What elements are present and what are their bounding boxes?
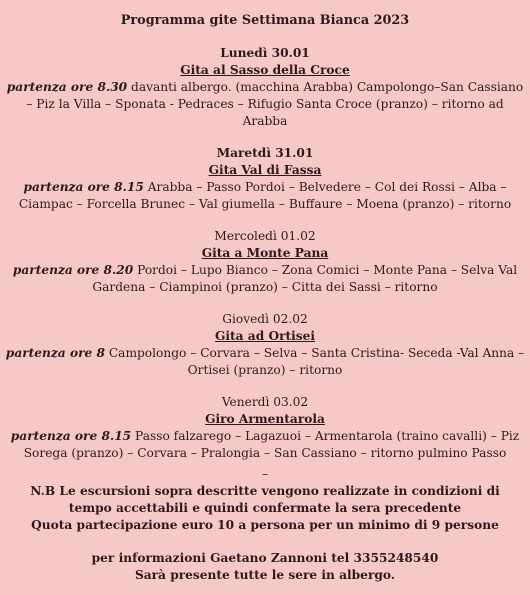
day-date: Venerdì 03.02: [221, 395, 309, 409]
trip-details: [4, 428, 526, 462]
contact-block: [4, 550, 526, 584]
contact-info: per informazioni Gaetano Zannoni tel 3355248540: [91, 551, 439, 565]
trip-route: Arabba – Passo Pordoi – Belvedere – Col dei Rossi – Alba – Ciampac – Forcella Brunec – Val giumella – Buffaure – Moena (pranzo) – ritorno: [18, 180, 512, 211]
trip-route: Pordoi – Lupo Bianco – Zona Comici – Monte Pana – Selva Val Gardena – Ciampinoi (pranzo) – Citta dei Sassi – ritorno: [92, 263, 518, 294]
quota-line: Quota partecipazione euro 10 a persona per un minimo di 9 persone: [31, 518, 499, 532]
day-date: Lunedì 30.01: [220, 46, 310, 60]
trip-name: Gita al Sasso della Croce: [180, 63, 350, 77]
nb-note-line: tempo accettabili e quindi confermate la sera precedente: [68, 501, 462, 515]
day-block-5: [4, 394, 526, 462]
day-block-1: [4, 45, 526, 130]
trip-name: Giro Armentarola: [205, 412, 325, 426]
day-block-4: [4, 311, 526, 379]
separator-dash: –: [261, 467, 269, 481]
trip-details: [4, 79, 526, 130]
trip-route: Passo falzarego – Lagazuoi – Armentarola (traino cavalli) – Piz Sorega (pranzo) – Corvara – Pralongia – San Cassiano – ritorno pulmino Passo: [23, 429, 520, 460]
day-block-3: [4, 228, 526, 296]
presence-note: Sarà presente tutte le sere in albergo.: [134, 568, 396, 582]
trip-name: Gita Val di Fassa: [208, 163, 322, 177]
trip-name: Gita a Monte Pana: [201, 246, 329, 260]
departure-time: partenza ore 8: [5, 346, 105, 360]
day-block-2: [4, 145, 526, 213]
day-date: Maretdì 31.01: [216, 146, 314, 160]
trip-route: Campolongo – Corvara – Selva – Santa Cristina- Seceda -Val Anna – Ortisei (pranzo) – ritorno: [108, 346, 525, 377]
nb-note-line: N.B Le escursioni sopra descritte vengono realizzate in condizioni di: [30, 484, 500, 498]
day-date: Mercoledì 01.02: [214, 229, 316, 243]
departure-time: partenza ore 8.15: [10, 429, 132, 443]
trip-details: [4, 262, 526, 296]
notes-block: [4, 483, 526, 534]
trip-name: Gita ad Ortisei: [214, 329, 315, 343]
departure-time: partenza ore 8.30: [6, 80, 128, 94]
trip-details: [4, 179, 526, 213]
day-date: Giovedì 02.02: [222, 312, 308, 326]
trip-route: davanti albergo. (macchina Arabba) Campolongo–San Cassiano – Piz la Villa – Sponata - Pedraces – Rifugio Santa Croce (pranzo) – ritorno ad Arabba: [26, 80, 524, 128]
departure-time: partenza ore 8.15: [23, 180, 144, 194]
document-title: Programma gite Settimana Bianca 2023: [120, 13, 410, 28]
departure-time: partenza ore 8.20: [12, 263, 134, 277]
trip-details: [4, 345, 526, 379]
